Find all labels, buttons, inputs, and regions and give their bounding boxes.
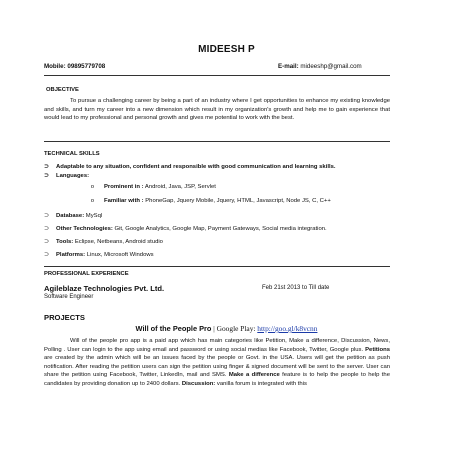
other-value: Git, Google Analytics, Google Map, Payment Gateways, Social media integration. bbox=[114, 226, 327, 232]
database-label: Database: bbox=[56, 213, 85, 219]
skill-familiar bbox=[44, 198, 331, 204]
familiar-value: PhoneGap, Jquery Mobile, Jquery, HTML, Javascript, Node JS, C, C++ bbox=[145, 198, 331, 204]
skill-other bbox=[44, 225, 327, 232]
email-line bbox=[278, 63, 362, 70]
project-text-4: vanilla forum is integrated with this bbox=[215, 380, 307, 387]
objective-divider bbox=[44, 141, 390, 142]
skills-heading: TECHNICAL SKILLS bbox=[44, 151, 100, 157]
make-difference-label: Make a difference bbox=[228, 372, 280, 378]
other-label: Other Technologies: bbox=[56, 226, 113, 232]
database-value: MySql bbox=[85, 213, 103, 219]
experience-heading: PROFESSIONAL EXPERIENCE bbox=[44, 271, 129, 277]
skill-languages bbox=[44, 172, 89, 179]
skill-platforms bbox=[44, 251, 154, 258]
mobile-label: Mobile: bbox=[44, 63, 66, 70]
project-text-2: are created by the admin which will be an issues faced by the people or Govt. in the USA. Users will get the petition as push notification. After reading the petition users can sign the petition using finger & signed document will be sent to the server. User can share the petition using Facebook, Twitter, LinkedIn, mail and SMS. bbox=[44, 355, 390, 378]
arrow-bullet-icon: ⊃ bbox=[44, 239, 50, 245]
platforms-value: Linux, Microsoft Windows bbox=[86, 252, 154, 258]
petitions-label: Petitions bbox=[365, 346, 390, 353]
mobile-value: 09895779708 bbox=[67, 63, 106, 70]
job-role: Software Engineer bbox=[44, 294, 94, 300]
mobile-line bbox=[44, 63, 105, 70]
candidate-name: MIDEESH P bbox=[198, 44, 255, 55]
google-play-link[interactable]: http://goo.gl/k8vcnn bbox=[257, 324, 318, 333]
prominent-label: Prominent in : bbox=[104, 184, 144, 190]
employment-dates: Feb 21st 2013 to Till date bbox=[262, 285, 330, 291]
arrow-bullet-icon: ⊃ bbox=[44, 213, 50, 219]
project-description bbox=[44, 337, 390, 388]
title-separator: | bbox=[211, 324, 217, 333]
objective-heading: OBJECTIVE bbox=[46, 87, 79, 93]
familiar-label: Familiar with : bbox=[104, 198, 144, 204]
skills-list bbox=[44, 163, 404, 283]
skill-database bbox=[44, 212, 102, 219]
projects-heading: PROJECTS bbox=[44, 313, 85, 322]
objective-body: To pursue a challenging career by being a part of an industry where I get opportunities to enhance my existing knowledge and skills, and turn my career into a new dimension which result in my organization's growth and help me to gain experience that would lead to my professional and personal growth and gives me potential to work with the best. bbox=[44, 98, 390, 122]
circle-bullet-icon: o bbox=[90, 184, 94, 190]
skill-prominent bbox=[44, 184, 216, 190]
email-value: mideeshp@gmail.com bbox=[300, 63, 362, 70]
skills-divider bbox=[44, 266, 390, 267]
project-title: Will of the People Pro bbox=[135, 324, 212, 333]
languages-label: Languages: bbox=[56, 173, 90, 179]
project-text-1: Will of the people pro app is a paid app which has main categories like Petition, Make a difference, Discussion, News, Polling . User can login to the app using email and password or using social medias like Facebook, Twitter, Google plus. bbox=[44, 338, 390, 353]
google-play-label: Google Play: bbox=[216, 324, 258, 333]
arrow-bullet-icon: ⊃ bbox=[44, 226, 50, 232]
arrow-bullet-icon: ⊃ bbox=[44, 252, 50, 258]
project-text-3: feature is to help the people to help the candidates by providing donation up to 2400 dollars. bbox=[44, 372, 390, 387]
skill-tools bbox=[44, 238, 163, 245]
project-title-line bbox=[0, 324, 453, 333]
objective-text bbox=[44, 97, 390, 123]
circle-bullet-icon: o bbox=[90, 198, 94, 204]
prominent-value: Android, Java, JSP, Servlet bbox=[144, 184, 216, 190]
arrow-bullet-icon: ⊃ bbox=[44, 173, 50, 179]
arrow-bullet-icon: ⊃ bbox=[44, 164, 50, 170]
header-divider bbox=[44, 75, 390, 76]
platforms-label: Platforms: bbox=[56, 252, 86, 258]
skill-adaptable-text: Adaptable to any situation, confident and responsible with good communication and learning skills. bbox=[56, 164, 336, 170]
company-name: Agileblaze Technologies Pvt. Ltd. bbox=[44, 284, 165, 293]
tools-label: Tools: bbox=[56, 239, 74, 245]
tools-value: Eclipse, Netbeans, Android studio bbox=[74, 239, 163, 245]
discussion-label: Discussion: bbox=[181, 380, 216, 387]
skill-adaptable bbox=[44, 163, 336, 170]
email-label: E-mail: bbox=[278, 63, 299, 70]
